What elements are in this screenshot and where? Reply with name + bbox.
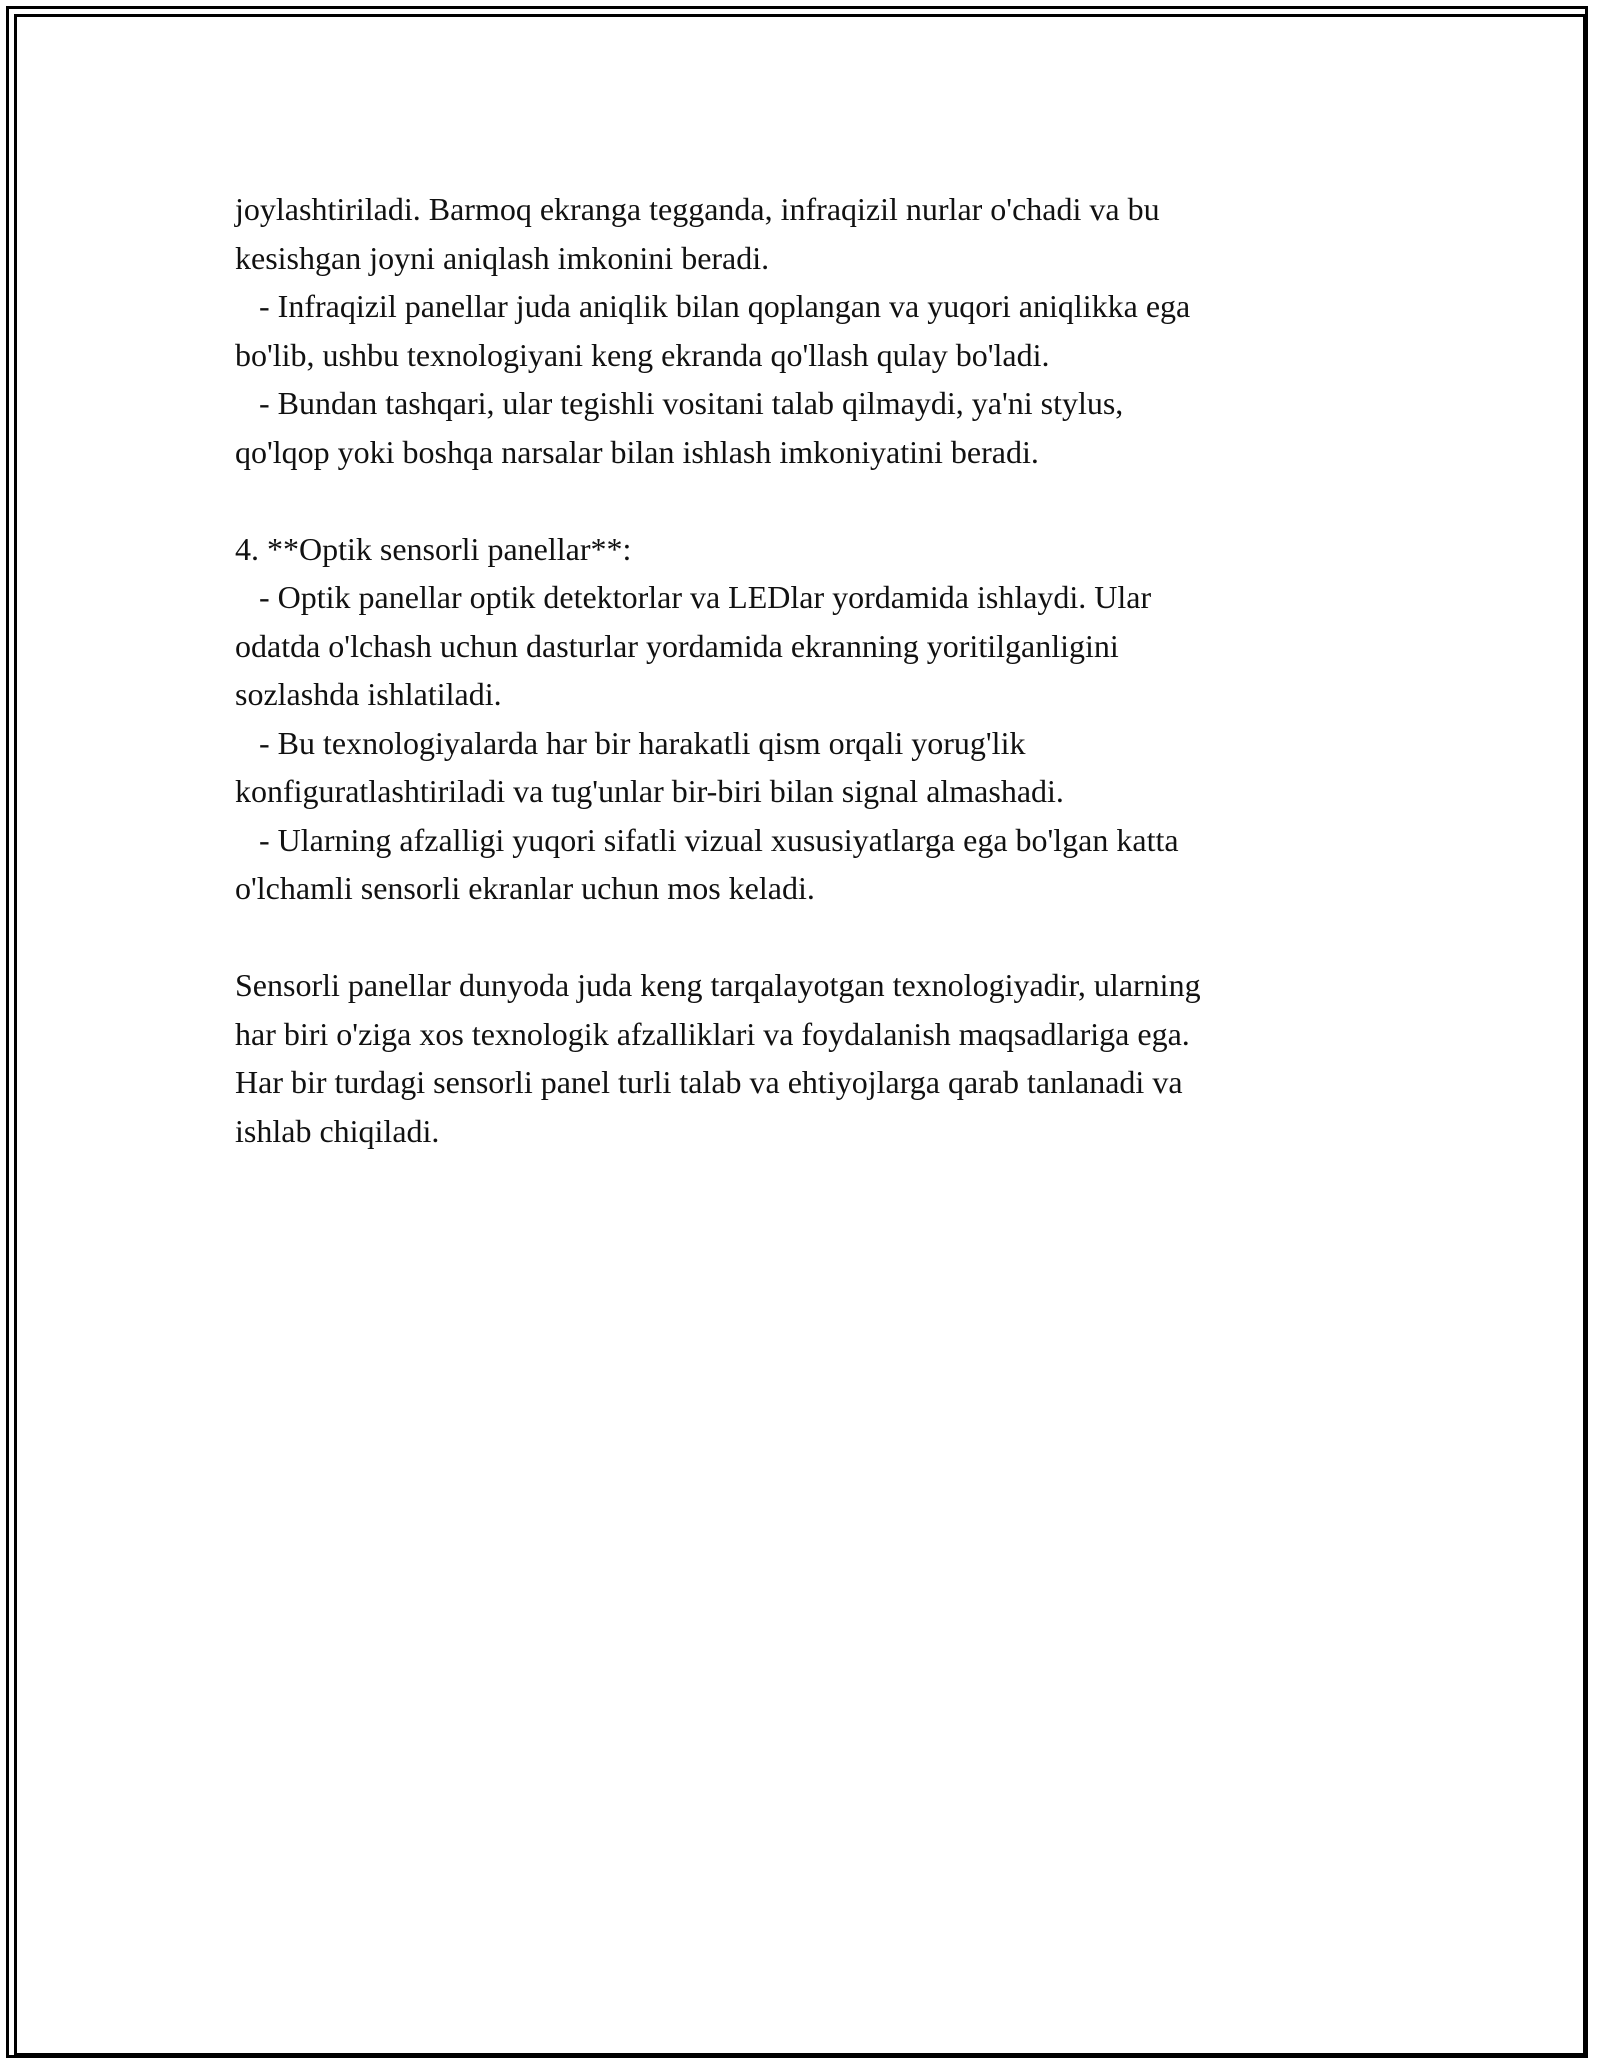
paragraph-conclusion [235,961,1385,1155]
text-line: sozlashda ishlatiladi. [235,676,502,712]
text-line: kesishgan joyni aniqlash imkonini beradi. [235,239,770,276]
document-body [235,185,1385,1155]
section-optical-panels [235,525,1385,913]
text-line: Sensorli panellar dunyoda juda keng tarqalayotgan texnologiyadir, ularning [235,967,1201,1003]
text-line: konfiguratlashtiriladi va tug'unlar bir-biri bilan signal almashadi. [235,773,1064,809]
text-line: - Optik panellar optik detektorlar va LEDlar yordamida ishlaydi. Ular [235,579,1152,615]
text-line: bo'lib, ushbu texnologiyani keng ekranda qo'llash qulay bo'ladi. [235,336,1050,373]
text-line: qo'lqop yoki boshqa narsalar bilan ishlash imkoniyatini beradi. [235,433,1039,470]
text-line: o'lchamli sensorli ekranlar uchun mos keladi. [235,870,815,906]
text-line: - Bundan tashqari, ular tegishli vositani talab qilmaydi, ya'ni stylus, [235,385,1124,421]
text-line: odatda o'lchash uchun dasturlar yordamida ekranning yoritilganligini [235,627,1119,664]
paragraph-gap [235,913,1385,962]
paragraph-infrared-continuation [235,185,1385,476]
text-line: Har bir turdagi sensorli panel turli talab va ehtiyojlarga qarab tanlanadi va [235,1064,1183,1100]
text-line: - Ularning afzalligi yuqori sifatli vizual xususiyatlarga ega bo'lgan katta [235,821,1179,858]
text-line: har biri o'ziga xos texnologik afzalliklari va foydalanish maqsadlariga ega. [235,1015,1190,1052]
text-line: joylashtiriladi. Barmoq ekranga tegganda, infraqizil nurlar o'chadi va bu [235,191,1160,227]
text-line: ishlab chiqiladi. [235,1112,440,1149]
paragraph-gap [235,476,1385,525]
section-heading: 4. **Optik sensorli panellar**: [235,530,632,567]
text-line: - Infraqizil panellar juda aniqlik bilan qoplangan va yuqori aniqlikka ega [235,288,1191,324]
text-line: - Bu texnologiyalarda har bir harakatli qism orqali yorug'lik [235,724,1026,761]
